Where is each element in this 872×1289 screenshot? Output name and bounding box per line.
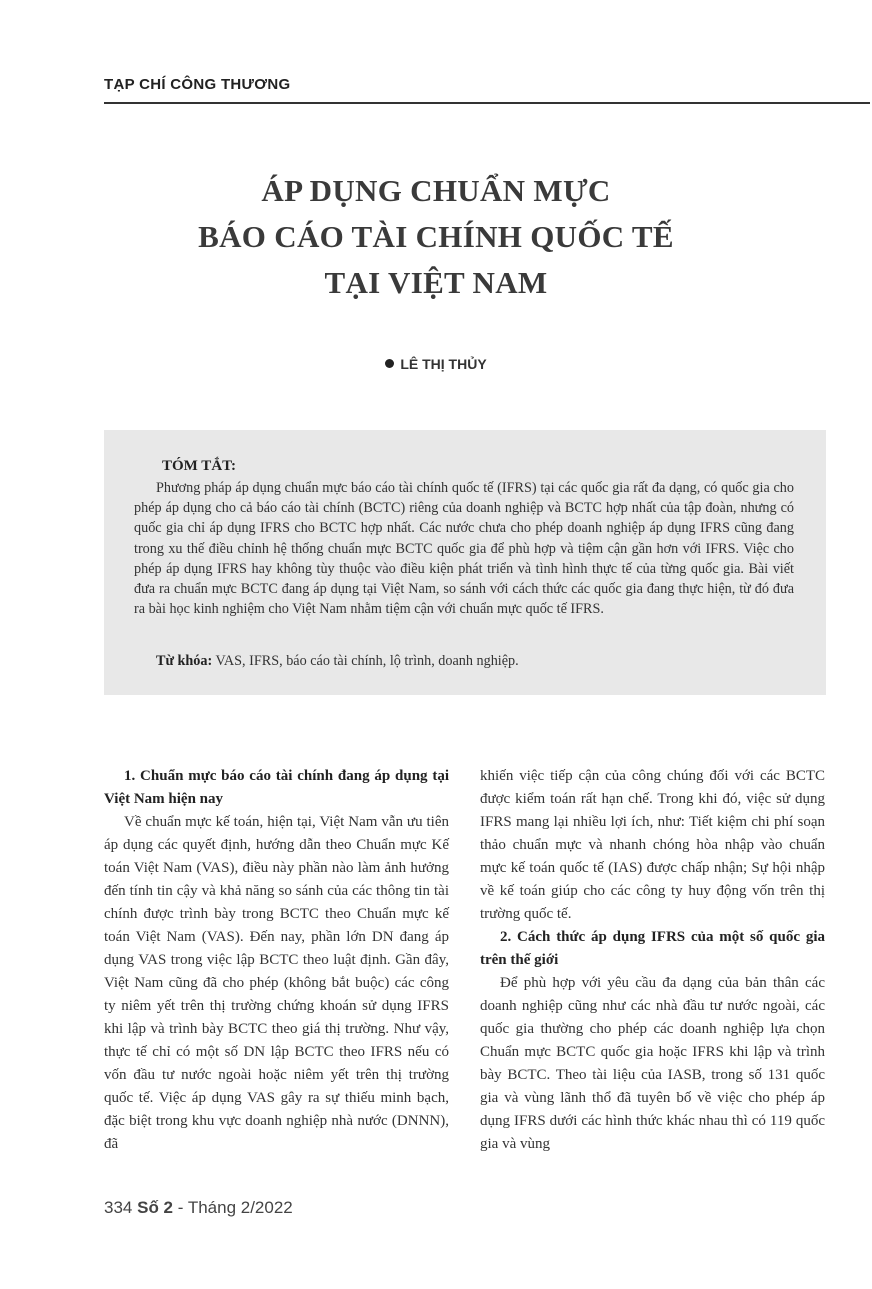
title-line-2: BÁO CÁO TÀI CHÍNH QUỐC TẾ [198,219,674,254]
continued-paragraph: khiến việc tiếp cận của công chúng đối với các BCTC được kiểm toán rất hạn chế. Trong khi đó, việc sử dụng IFRS mang lại nhiều lợi ích, như: Tiết kiệm chi phí soạn thảo chuẩn mực và nhanh chóng hòa nhập vào chuẩn mực kế toán quốc tế (IAS) được chấp nhận; Sự hội nhập về kế toán giúp cho các công ty huy động vốn trên thị trường quốc tế. [480,768,825,922]
keywords-line [156,653,519,670]
page-number: 334 [104,1198,133,1217]
abstract-heading: TÓM TẮT: [162,458,237,474]
section1-heading: 1. Chuẩn mực báo cáo tài chính đang áp dụng tại Việt Nam hiện nay [104,768,449,807]
issue-date: - Tháng 2/2022 [173,1198,293,1217]
section1-paragraph: Về chuẩn mực kế toán, hiện tại, Việt Nam vẫn ưu tiên áp dụng các quyết định, hướng dẫn theo Chuẩn mực Kế toán Việt Nam (VAS), điều này phần nào làm ảnh hưởng đến tính tin cậy và khả năng so sánh của các thông tin tài chính được trình bày trong BCTC theo Chuẩn mực kế toán Việt Nam (VAS). Đến nay, phần lớn DN đang áp dụng VAS trong việc lập BCTC theo luật định. Gần đây, Việt Nam cũng đã cho phép (không bắt buộc) các công ty niêm yết trên thị trường chứng khoán sử dụng IFRS khi lập và trình bày BCTC theo giá thị trường. Như vậy, thực tế chỉ có một số DN lập BCTC theo IFRS nếu có vốn đầu tư nước ngoài hoặc niêm yết trên thị trường quốc tế. Việc áp dụng VAS gây ra sự thiếu minh bạch, đặc biệt trong khu vực doanh nghiệp nhà nước (DNNN), đã [104,814,449,1152]
issue-number: Số 2 [137,1198,174,1217]
right-column [480,765,825,1156]
author-name: LÊ THỊ THỦY [400,356,487,372]
title-line-3: TẠI VIỆT NAM [324,265,548,300]
author-line [0,356,872,372]
keywords-text: VAS, IFRS, báo cáo tài chính, lộ trình, doanh nghiệp. [212,653,519,669]
article-title [0,168,872,306]
journal-name: TẠP CHÍ CÔNG THƯƠNG [104,76,291,93]
bullet-icon [385,359,394,368]
left-column [104,765,449,1156]
abstract-text: Phương pháp áp dụng chuẩn mực báo cáo tài chính quốc tế (IFRS) tại các quốc gia rất đa dạng, có quốc gia cho phép áp dụng cho cả báo cáo tài chính (BCTC) riêng của doanh nghiệp và BCTC hợp nhất của tập đoàn, nhưng có quốc gia chỉ áp dụng IFRS cho BCTC hợp nhất. Các nước chưa cho phép doanh nghiệp áp dụng IFRS cũng đang trong xu thế điều chỉnh hệ thống chuẩn mực BCTC quốc gia để phù hợp và tiệm cận gần hơn với IFRS. Việc cho phép áp dụng IFRS hay không tùy thuộc vào điều kiện phát triển và tình hình thực tế của từng quốc gia. Bài viết đưa ra chuẩn mực BCTC đang áp dụng tại Việt Nam, so sánh với cách thức các quốc gia đang thực hiện, từ đó đưa ra bài học kinh nghiệm cho Việt Nam nhằm tiệm cận với chuẩn mực quốc tế IFRS. [134,480,794,618]
section2-heading: 2. Cách thức áp dụng IFRS của một số quốc gia trên thế giới [480,929,825,968]
title-line-1: ÁP DỤNG CHUẨN MỰC [261,173,611,208]
abstract-box [104,430,826,695]
keywords-label: Từ khóa: [156,653,213,669]
section2-paragraph: Để phù hợp với yêu cầu đa dạng của bản thân các doanh nghiệp cũng như các nhà đầu tư nước ngoài, các quốc gia thường cho phép các doanh nghiệp lựa chọn Chuẩn mực BCTC quốc gia hoặc IFRS khi lập và trình bày BCTC. Theo tài liệu của IASB, trong số 131 quốc gia và vùng lãnh thổ đã tuyên bố về việc cho phép áp dụng IFRS dưới các hình thức khác nhau thì có 119 quốc gia và vùng [480,975,825,1152]
page-footer [104,1198,293,1218]
header-rule [104,102,870,104]
